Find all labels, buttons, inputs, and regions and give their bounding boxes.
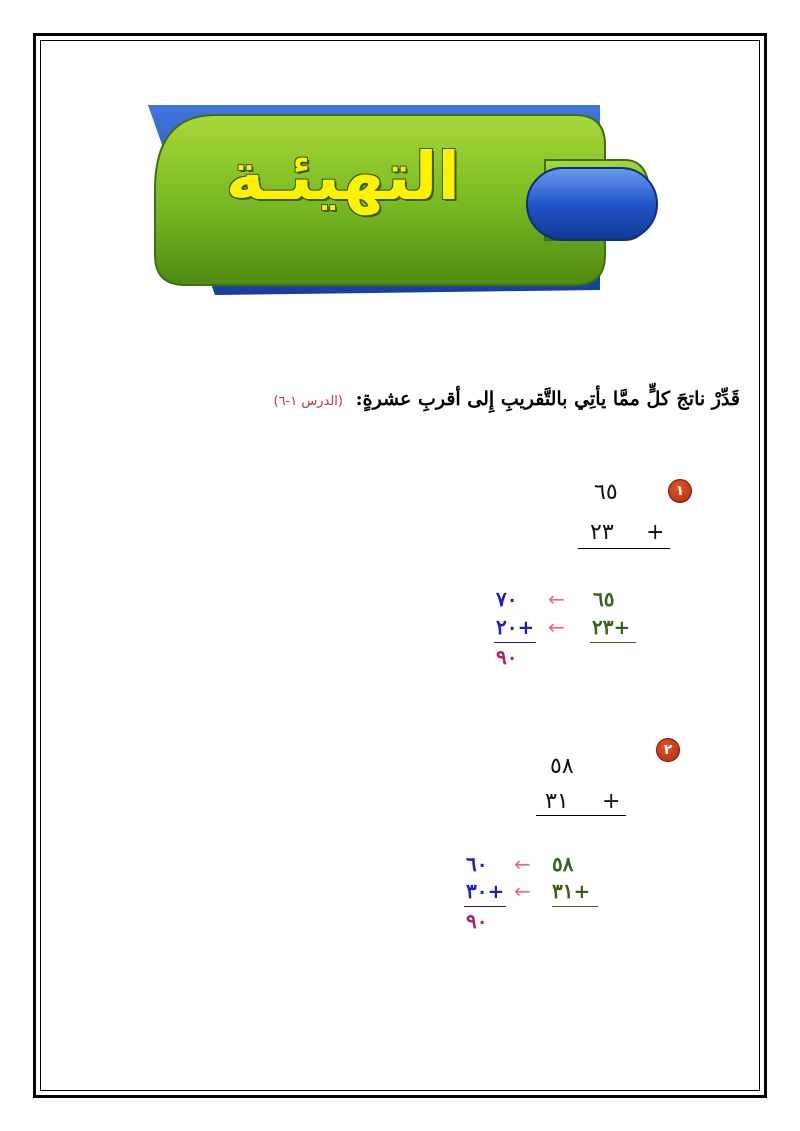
problem-2-addend-1: ٥٨	[550, 754, 574, 779]
problem-2-original-1: ٥٨	[552, 852, 574, 876]
problem-2-arrow-2: ←	[514, 879, 531, 903]
problem-2-addend-2: ٣١	[545, 789, 569, 814]
problem-2-original-underline	[552, 906, 598, 907]
problem-2-sum-line	[536, 815, 626, 816]
problem-2-rounded-underline	[464, 906, 506, 907]
problem-1-addend-1: ٦٥	[594, 480, 618, 505]
problem-1-plus: +	[646, 520, 665, 545]
problem-1-sum-line	[578, 548, 670, 549]
problem-1-rounded-2: ٢٠+	[496, 615, 535, 639]
problem-1-original-1: ٦٥	[593, 587, 615, 611]
problem-1-original-2: ٢٣+	[592, 615, 631, 639]
problem-1-addend-2: ٢٣	[590, 520, 614, 545]
problem-2-badge: ٢	[656, 738, 680, 762]
instruction-main: قَدِّرْ ناتجَ كلٍّ ممَّا يأتِي بالتَّقريبِ إِلى أقربِ عشرةٍ:	[355, 388, 740, 410]
problem-1-rounded-1: ٧٠	[496, 587, 518, 611]
problem-2-plus: +	[602, 789, 621, 814]
instruction-text	[273, 388, 740, 410]
problem-2-arrow-1: ←	[514, 852, 531, 876]
problem-1-badge: ١	[668, 479, 692, 503]
problem-1-arrow-2: ←	[548, 615, 565, 639]
problem-1-estimated-sum: ٩٠	[496, 645, 518, 669]
lesson-reference: (الدرس ١-٦)	[273, 394, 343, 409]
problem-2-rounded-1: ٦٠	[466, 852, 488, 876]
problem-2-rounded-2: ٣٠+	[466, 879, 505, 903]
page-title: التهيئـة	[225, 138, 460, 215]
problem-1-original-underline	[590, 642, 636, 643]
problem-1-rounded-underline	[494, 642, 536, 643]
problem-1-arrow-1: ←	[548, 587, 565, 611]
problem-2-original-2: ٣١+	[552, 879, 591, 903]
problem-2-estimated-sum: ٩٠	[466, 909, 488, 933]
